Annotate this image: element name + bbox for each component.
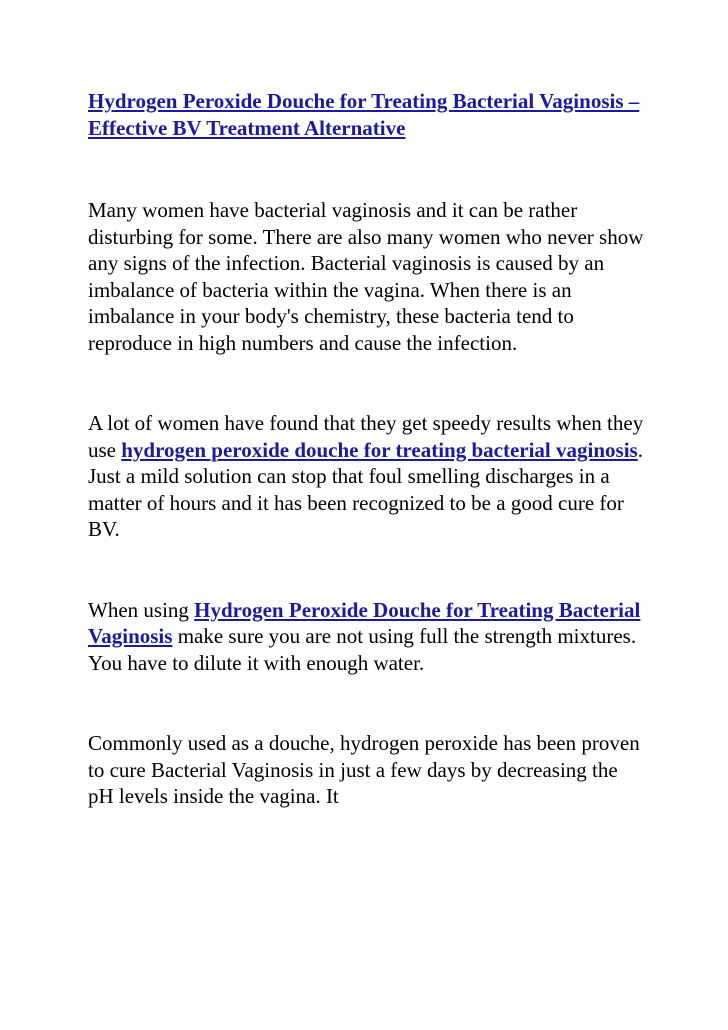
paragraph-commonly-used: Commonly used as a douche, hydrogen peroxide has been proven to cure Bacterial Vaginosis in just a few days by decreasing the pH levels inside the vagina. It bbox=[88, 731, 640, 808]
inline-link-hydrogen-peroxide-douche[interactable]: Hydrogen Peroxide Douche for Treating Bacterial Vaginosis bbox=[88, 597, 641, 648]
title-link[interactable]: Hydrogen Peroxide Douche for Treating Bacterial Vaginosis – Effective BV Treatment Alternative bbox=[88, 89, 640, 140]
inline-link-hydrogen-peroxide[interactable]: hydrogen peroxide douche for treating bacterial vaginosis bbox=[121, 437, 638, 462]
paragraph-dilution bbox=[88, 597, 648, 677]
paragraph-text: When using bbox=[88, 597, 195, 622]
paragraph-text: . Just a mild solution can stop that foul smelling discharges in a matter of hours and it has been recognized to be a good cure for BV. bbox=[88, 437, 643, 541]
page-title[interactable] bbox=[88, 88, 648, 141]
paragraph-text: make sure you are not using full the strength mixtures. You have to dilute it with enough water. bbox=[88, 624, 637, 675]
document-page bbox=[88, 88, 648, 864]
paragraph-speedy-results bbox=[88, 410, 648, 543]
paragraph-intro: Many women have bacterial vaginosis and it can be rather disturbing for some. There are also many women who never show any signs of the infection. Bacterial vaginosis is caused by an imbalance of bacteria within the vagina. When there is an imbalance in your body's chemistry, these bacteria tend to reproduce in high numbers and cause the infection. bbox=[88, 198, 644, 355]
paragraph-text: A lot of women have found that they get speedy results when they use bbox=[88, 411, 644, 462]
